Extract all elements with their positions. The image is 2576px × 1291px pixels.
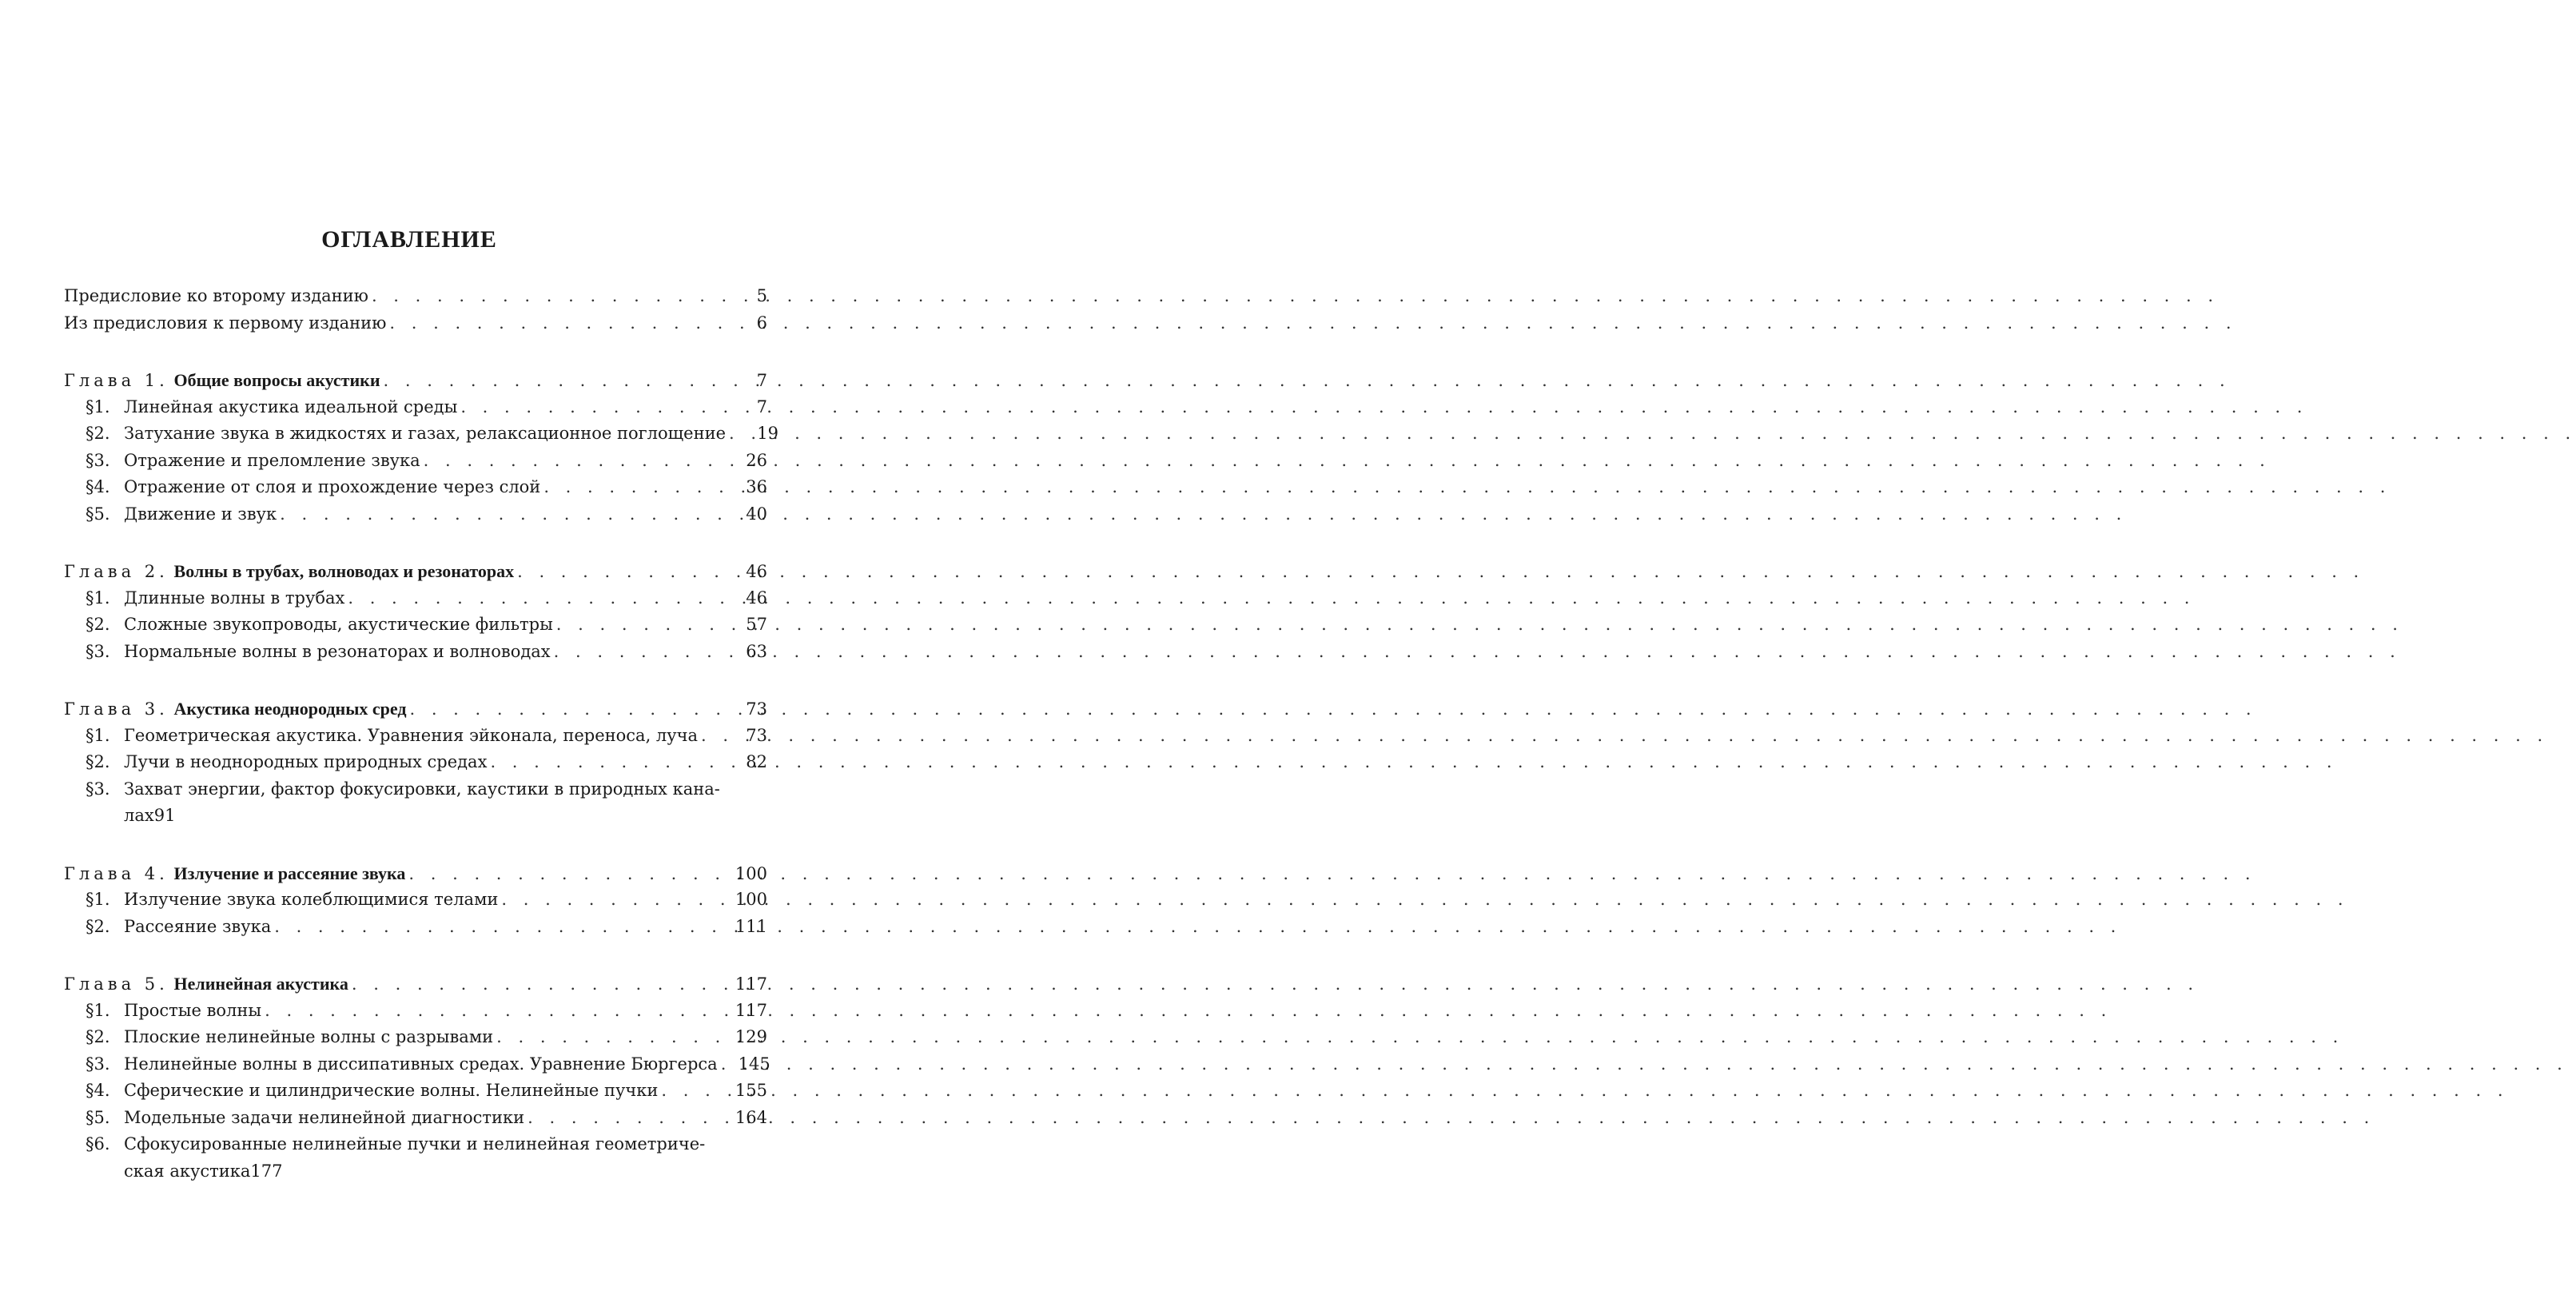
chapter-label: Глава 3. [64,699,169,719]
toc-entry-title: Из предисловия к первому изданию [64,313,387,333]
section-number: §3. [86,1054,110,1074]
toc-section-5-1[interactable] [64,998,767,1025]
section-number: §3. [86,641,110,661]
toc-entry-page: 73 [746,699,767,719]
toc-entry-title: Предисловие ко второму изданию [64,286,368,305]
toc-entry-page: 177 [250,1161,283,1181]
leader-dots [553,612,727,639]
toc-section-1-4[interactable] [64,474,767,501]
toc-section-1-3[interactable] [64,448,767,475]
section-number: §5. [86,1107,110,1127]
table-of-contents [64,283,779,1185]
toc-section-2-3[interactable] [64,639,767,666]
leader-dots [420,448,727,475]
toc-entry-page: 73 [746,725,767,745]
section-title: Сфокусированные нелинейные пучки и нелинейная геометриче- [124,1134,706,1154]
toc-section-1-1[interactable] [64,394,767,421]
section-title: Излучение звука колеблющимися телами [124,890,499,909]
section-number: §1. [86,396,110,416]
toc-chapter-1[interactable] [64,367,767,394]
leader-dots [498,887,727,914]
toc-entry-page: 7 [756,371,767,390]
toc-entry-page: 6 [756,313,767,333]
section-number: §1. [86,588,110,608]
chapter-label: Глава 5. [64,974,169,994]
toc-section-3-1[interactable] [64,723,767,750]
toc-section-5-3[interactable] [64,1051,770,1078]
toc-front-entry-preface-2[interactable] [64,283,767,310]
section-title: Модельные задачи нелинейной диагностики [124,1107,525,1127]
leader-dots [514,559,727,586]
leader-dots [658,1078,727,1105]
leader-dots [348,971,727,998]
toc-entry-page: 57 [746,615,767,634]
section-number: §2. [86,424,110,443]
chapter-title: Излучение и рассеяние звука [173,863,406,883]
toc-entry-page: 111 [735,916,767,936]
section-title-continuation: лах [124,806,154,825]
leader-dots [405,861,727,888]
toc-section-4-2[interactable] [64,914,767,941]
toc-entry-page: 129 [735,1027,767,1046]
section-number: §2. [86,615,110,634]
leader-dots [487,749,727,776]
leader-dots [386,310,727,337]
section-number: §3. [86,450,110,470]
toc-entry-page: 7 [756,396,767,416]
toc-entry-page: 82 [746,752,767,771]
section-title: Линейная акустика идеальной среды [124,396,458,416]
chapter-title: Акустика неоднородных сред [173,699,407,719]
toc-front-entry-preface-1[interactable] [64,310,767,337]
leader-dots [551,639,727,666]
section-title: Затухание звука в жидкостях и газах, релаксационное поглощение [124,424,727,443]
chapter-title: Волны в трубах, волноводах и резонаторах [173,561,515,581]
section-number: §4. [86,1081,110,1100]
toc-entry-page: 100 [735,890,767,909]
section-number: §3. [86,779,110,799]
leader-dots [726,420,739,448]
toc-entry-page: 117 [735,1000,767,1020]
toc-entry-page: 36 [746,477,767,496]
section-title: Рассеяние звука [124,916,272,936]
section-title: Отражение и преломление звука [124,450,420,470]
chapter-label: Глава 4. [64,863,169,883]
leader-dots [406,696,727,723]
toc-entry-page: 40 [746,504,767,524]
section-title: Движение и звук [124,504,277,524]
toc-chapter-4[interactable] [64,860,767,887]
toc-entry-page: 91 [153,806,176,825]
chapter-label: Глава 2. [64,562,169,581]
toc-chapter-2[interactable] [64,558,767,585]
section-number: §2. [86,752,110,771]
section-title: Отражение от слоя и прохождение через слой [124,477,541,496]
toc-entry-page: 5 [756,286,767,305]
section-number: §5. [86,504,110,524]
leader-dots [698,723,727,750]
section-title: Нормальные волны в резонаторах и волноводах [124,641,551,661]
leader-dots [380,368,727,395]
toc-entry-page: 63 [746,641,767,661]
leader-dots [368,283,727,310]
leader-dots [261,998,727,1025]
toc-entry-page: 46 [746,562,767,581]
toc-entry-page: 145 [738,1054,770,1074]
toc-entry-page: 19 [757,424,779,443]
chapter-title: Общие вопросы акустики [173,370,380,390]
section-title: Сферические и цилиндрические волны. Нелинейные пучки [124,1081,659,1100]
toc-entry-page: 117 [735,974,767,994]
leader-dots [457,394,727,421]
section-title: Лучи в неоднородных природных средах [124,752,488,771]
toc-entry-page: 164 [735,1107,767,1127]
toc-section-1-5[interactable] [64,501,767,528]
leader-dots [344,585,727,612]
toc-section-5-4[interactable] [64,1078,767,1105]
leader-dots [524,1105,727,1132]
toc-chapter-5[interactable] [64,970,767,998]
section-title: Плоские нелинейные волны с разрывами [124,1027,494,1046]
section-number: §1. [86,890,110,909]
leader-dots [277,501,727,528]
toc-entry-page: 26 [746,450,767,470]
toc-section-5-2[interactable] [64,1024,767,1051]
section-number: §6. [86,1134,110,1154]
section-title: Захват энергии, фактор фокусировки, каустики в природных кана- [124,779,720,799]
page-title: ОГЛАВЛЕНИЕ [321,226,497,253]
toc-section-5-5[interactable] [64,1105,767,1132]
toc-section-2-1[interactable] [64,585,767,612]
section-title: Сложные звукопроводы, акустические фильтры [124,615,553,634]
section-number: §1. [86,725,110,745]
toc-entry-page: 46 [746,588,767,608]
toc-section-3-2[interactable] [64,749,767,776]
section-number: §4. [86,477,110,496]
section-title: Длинные волны в трубах [124,588,345,608]
toc-section-4-1[interactable] [64,887,767,914]
leader-dots [718,1051,731,1078]
section-title: Геометрическая акустика. Уравнения эйконала, переноса, луча [124,725,699,745]
section-title-continuation: ская акустика [124,1161,251,1181]
section-number: §2. [86,916,110,936]
toc-entry-page: 155 [735,1081,767,1100]
section-number: §2. [86,1027,110,1046]
section-number: §1. [86,1000,110,1020]
toc-section-3-3[interactable] [64,776,767,830]
section-title: Простые волны [124,1000,262,1020]
leader-dots [493,1024,727,1051]
toc-entry-page: 100 [735,863,767,883]
toc-chapter-3[interactable] [64,695,767,723]
chapter-title: Нелинейная акустика [173,974,348,994]
leader-dots [271,914,727,941]
toc-section-2-2[interactable] [64,612,767,639]
chapter-label: Глава 1. [64,371,169,390]
section-title: Нелинейные волны в диссипативных средах. Уравнение Бюргерса [124,1054,718,1074]
toc-section-5-6[interactable] [64,1131,767,1185]
toc-section-1-2[interactable] [64,420,779,448]
leader-dots [540,474,727,501]
